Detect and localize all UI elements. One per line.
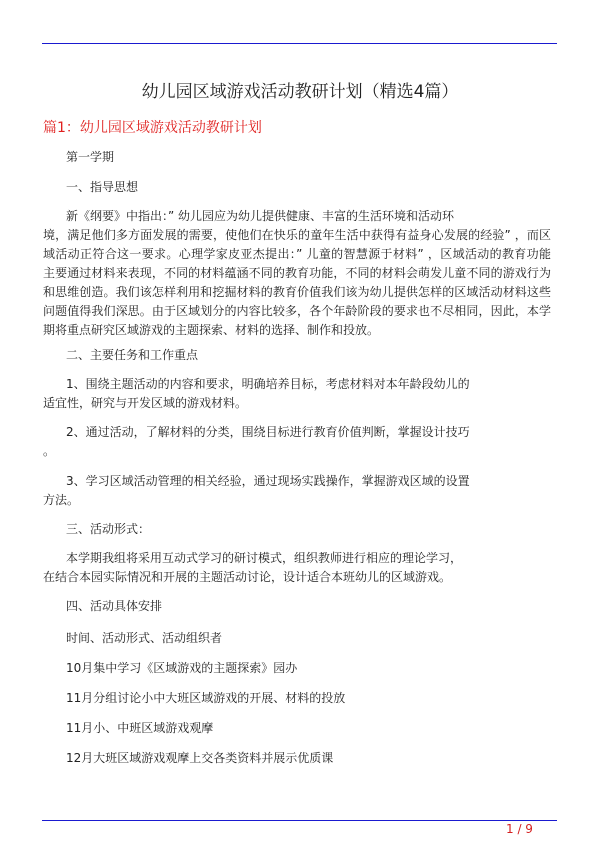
task-item-3	[43, 472, 551, 510]
semester-label	[43, 148, 551, 167]
section-heading: 篇1：幼儿园区域游戏活动教研计划	[43, 120, 262, 136]
schedule-text: 12月大班区域游戏观摩上交各类资料并展示优质课	[66, 751, 334, 765]
header-rule	[42, 43, 557, 44]
paragraph-line: 2、通过活动，了解材料的分类，围绕目标进行教育价值判断，掌握设计技巧	[66, 425, 470, 439]
footer-rule	[42, 820, 557, 821]
page-number: 1 / 9	[506, 822, 533, 836]
heading-2	[43, 346, 551, 365]
heading-1	[43, 178, 551, 197]
paragraph-line: 期将重点研究区域游戏的主题探索、材料的选择、制作和投放。	[43, 323, 380, 337]
paragraph-line: 境，满足他们多方面发展的需要，使他们在快乐的童年生活中获得有益身心发展的经验” ，而区	[43, 228, 551, 242]
paragraph-line: 本学期我组将采用互动式学习的研讨模式，组织教师进行相应的理论学习，	[66, 551, 463, 565]
schedule-text: 11月小、中班区域游戏观摩	[66, 721, 214, 735]
document-title: 幼儿园区域游戏活动教研计划（精选4篇）	[141, 82, 459, 102]
schedule-item	[43, 719, 551, 738]
heading-3-text: 三、活动形式：	[66, 522, 151, 536]
heading-4	[43, 597, 551, 616]
paragraph-guiding-ideas	[43, 207, 551, 340]
schedule-text: 11月分组讨论小中大班区域游戏的开展、材料的投放	[66, 691, 346, 705]
schedule-item	[43, 689, 551, 708]
schedule-item	[43, 629, 551, 648]
paragraph-line: 主要通过材料来表现，不同的材料蕴涵不同的教育功能，不同的材料会萌发儿童不同的游戏行为	[43, 266, 551, 280]
paragraph-line: 新《纲要》中指出：” 幼儿园应为幼儿提供健康、丰富的生活环境和活动环	[66, 209, 455, 223]
paragraph-line: 在结合本园实际情况和开展的主题活动讨论，设计适合本班幼儿的区域游戏。	[43, 570, 452, 584]
schedule-text: 时间、活动形式、活动组织者	[66, 631, 223, 645]
task-item-1	[43, 375, 551, 413]
schedule-text: 10月集中学习《区域游戏的主题探索》园办	[66, 661, 298, 675]
task-item-2	[43, 423, 551, 461]
paragraph-line: 1、围绕主题活动的内容和要求，明确培养目标，考虑材料对本年龄段幼儿的	[66, 377, 470, 391]
schedule-item	[43, 749, 551, 768]
semester-text: 第一学期	[66, 150, 115, 164]
heading-3	[43, 520, 551, 539]
paragraph-line: 和思维创造。我们该怎样利用和挖掘材料的教育价值我们该为幼儿提供怎样的区域活动材料这些	[43, 285, 551, 299]
paragraph-line: 问题值得我们深思。由于区域划分的内容比较多，各个年龄阶段的要求也不尽相同，因此，本学	[43, 304, 551, 318]
paragraph-activity-form	[43, 549, 551, 587]
paragraph-line: 。	[43, 444, 56, 458]
paragraph-line: 3、学习区域活动管理的相关经验，通过现场实践操作，掌握游戏区域的设置	[66, 474, 470, 488]
heading-1-text: 一、指导思想	[66, 180, 139, 194]
heading-4-text: 四、活动具体安排	[66, 599, 163, 613]
schedule-item	[43, 659, 551, 678]
paragraph-line: 适宜性，研究与开发区域的游戏材料。	[43, 396, 248, 410]
paragraph-line: 域活动正符合这一要求。心理学家皮亚杰提出：” 儿童的智慧源于材料” ，区域活动的教育功能	[43, 247, 551, 261]
heading-2-text: 二、主要任务和工作重点	[66, 348, 199, 362]
paragraph-line: 方法。	[43, 493, 80, 507]
